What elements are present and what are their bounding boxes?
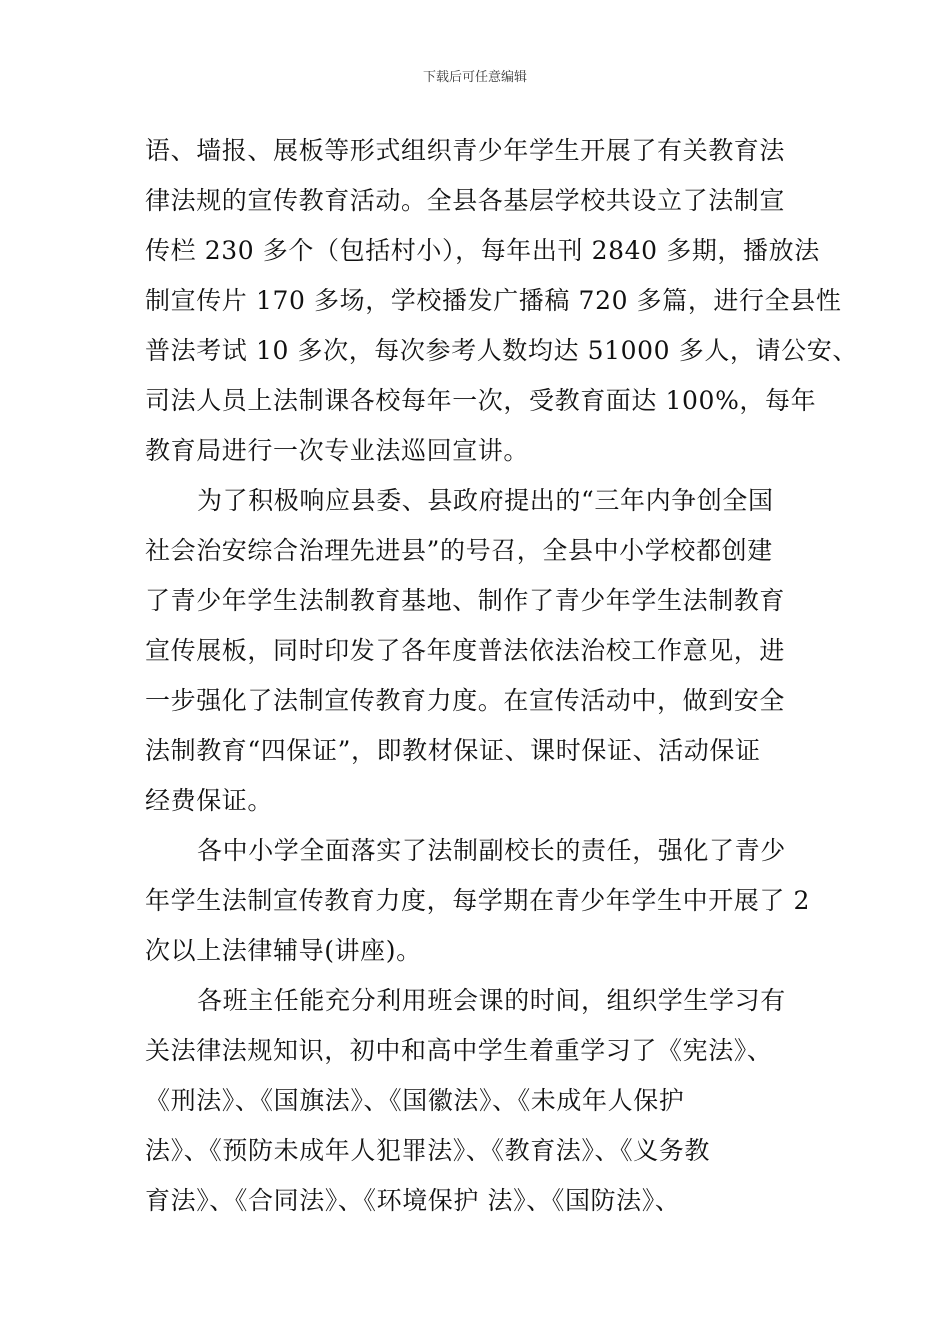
text-line: 司法人员上法制课各校每年一次，受教育面达 100%，每年 [145,386,817,415]
document-body [145,126,858,1226]
page-header: 下载后可任意编辑 [422,70,527,85]
text-line: 传栏 230 多个（包括村小），每年出刊 2840 多期，播放法 [145,236,820,265]
text-line: 经费保证。 [145,786,274,815]
text-line: 《刑法》、《国旗法》、《国徽法》、《未成年人保护 [145,1086,685,1115]
paragraph-start-line: 各班主任能充分利用班会课的时间，组织学生学习有 [197,986,786,1015]
text-line: 律法规的宣传教育活动。全县各基层学校共设立了法制宣 [145,186,786,215]
text-line: 语、墙报、展板等形式组织青少年学生开展了有关教育法 [145,136,786,165]
text-line: 年学生法制宣传教育力度，每学期在青少年学生中开展了 2 [145,886,811,915]
text-line: 教育局进行一次专业法巡回宣讲。 [145,436,530,465]
paragraph-start-line: 为了积极响应县委、县政府提出的“三年内争创全国 [197,486,774,515]
text-line: 一步强化了法制宣传教育力度。在宣传活动中，做到安全 [145,686,786,715]
text-line: 制宣传片 170 多场，学校播发广播稿 720 多篇，进行全县性 [145,286,842,315]
text-line: 普法考试 10 多次，每次参考人数均达 51000 多人，请公安、 [145,336,858,365]
text-line: 法》、《预防未成年人犯罪法》、《教育法》、《义务教 [145,1136,711,1165]
text-line: 法制教育“四保证”，即教材保证、课时保证、活动保证 [145,736,761,765]
text-line: 社会治安综合治理先进县”的号召，全县中小学校都创建 [145,536,773,565]
text-line: 关法律法规知识，初中和高中学生着重学习了《宪法》、 [145,1036,773,1065]
text-line: 育法》、《合同法》、《环境保护 法》、《国防法》、 [145,1186,681,1215]
text-line: 次以上法律辅导(讲座)。 [145,936,422,965]
text-line: 宣传展板，同时印发了各年度普法依法治校工作意见，进 [145,636,786,665]
paragraph-start-line: 各中小学全面落实了法制副校长的责任，强化了青少 [197,836,786,865]
text-line: 了青少年学生法制教育基地、制作了青少年学生法制教育 [145,586,786,615]
